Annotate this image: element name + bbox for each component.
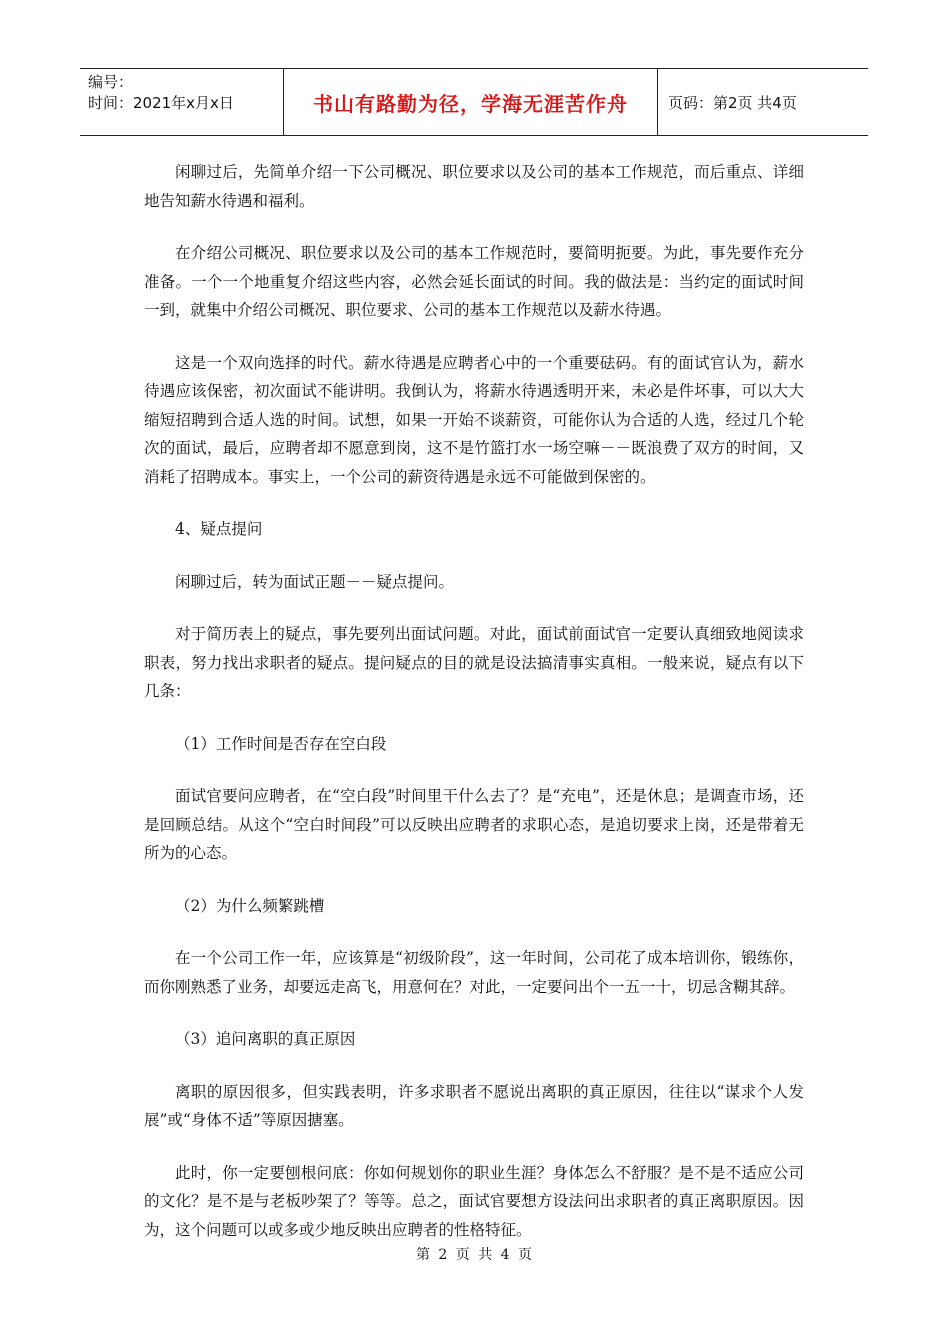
document-body [144, 158, 804, 1268]
section-heading: 4、疑点提问 [175, 520, 263, 538]
paragraph: 这是一个双向选择的时代。薪水待遇是应聘者心中的一个重要砝码。有的面试官认为，薪水待遇应该保密，初次面试不能讲明。我倒认为，将薪水待遇透明开来，未必是件坏事，可以大大缩短招聘到合适人选的时间。试想，如果一开始不谈薪资，可能你认为合适的人选，经过几个轮次的面试，最后，应聘者却不愿意到岗，这不是竹篮打水一场空嘛－－既浪费了双方的时间，又消耗了招聘成本。事实上，一个公司的薪资待遇是永远不可能做到保密的。 [144, 353, 804, 486]
document-header [80, 68, 868, 136]
paragraph: 此时，你一定要刨根问底：你如何规划你的职业生涯？身体怎么不舒服？是不是不适应公司的文化？是不是与老板吵架了？等等。总之，面试官要想方设法问出求职者的真正离职原因。因为，这个问题可以或多或少地反映出应聘者的性格特征。 [144, 1163, 804, 1239]
paragraph: 面试官要问应聘者，在“空白段”时间里干什么去了？是“充电”，还是休息；是调查市场，还是回顾总结。从这个“空白时间段”可以反映出应聘者的求职心态，是追切要求上岗，还是带着无所为的心态。 [144, 787, 804, 862]
page-footer: 第 2 页 共 4 页 [415, 1247, 535, 1263]
header-motto: 书山有路勤为径，学海无涯苦作舟 [284, 69, 658, 135]
subsection-heading: （3）追问离职的真正原因 [175, 1030, 356, 1048]
paragraph: 在介绍公司概况、职位要求以及公司的基本工作规范时，要简明扼要。为此，事先要作充分准备。一个一个地重复介绍这些内容，必然会延长面试的时间。我的做法是：当约定的面试时间一到，就集中介绍公司概况、职位要求、公司的基本工作规范以及薪水待遇。 [144, 244, 804, 319]
paragraph: 对于简历表上的疑点，事先要列出面试问题。对此，面试前面试官一定要认真细致地阅读求职表，努力找出求职者的疑点。提问疑点的目的就是设法搞清事实真相。一般来说，疑点有以下几条： [144, 625, 804, 700]
header-meta-cell [80, 69, 284, 135]
subsection-heading: （1）工作时间是否存在空白段 [175, 734, 387, 753]
header-page-info: 页码：第2页 共4页 [668, 93, 797, 112]
subsection-heading: （2）为什么频繁跳槽 [175, 896, 325, 915]
paragraph: 在一个公司工作一年，应该算是“初级阶段”，这一年时间，公司花了成本培训你，锻练你，而你刚熟悉了业务，却要远走高飞，用意何在？对此，一定要问出个一五一十，切忌含糊其辞。 [144, 949, 804, 996]
paragraph: 离职的原因很多，但实践表明，许多求职者不愿说出离职的真正原因，往往以“谋求个人发展”或“身体不适”等原因搪塞。 [144, 1082, 804, 1129]
paragraph: 闲聊过后，转为面试正题－－疑点提问。 [175, 572, 455, 591]
date-label: 时间：2021年x月x日 [88, 94, 234, 112]
code-label: 编号： [88, 73, 134, 91]
paragraph: 闲聊过后，先简单介绍一下公司概况、职位要求以及公司的基本工作规范，而后重点、详细地告知薪水待遇和福利。 [144, 163, 804, 210]
